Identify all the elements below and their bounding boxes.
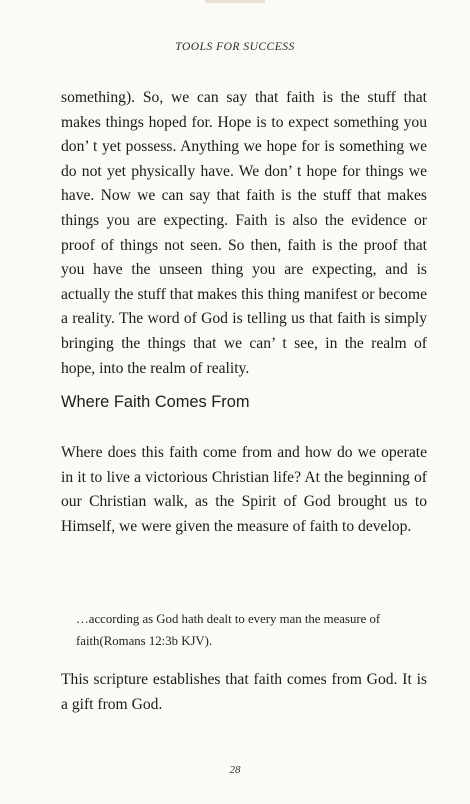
page-number: 28 (229, 764, 241, 776)
body-paragraph-2: Where does this faith come from and how do we operate in it to live a victorious Christian life? At the beginning of our Christian walk, as the Spirit of God brought us to Himself, we were given the measure of faith to develop. (61, 444, 427, 535)
section-heading: Where Faith Comes From (61, 393, 250, 411)
body-paragraph-3: This scripture establishes that faith comes from God. It is a gift from God. (61, 671, 427, 713)
body-paragraph-1: something). So, we can say that faith is the stuff that makes things hoped for. Hope is to expect something you don’ t yet possess. Anything we hope for is something we do not yet physically have. We don’ t hope for things we have. Now we can say that faith is the stuff that makes things you are expecting. Faith is also the evidence or proof of things not seen. So then, faith is the proof that you have the unseen thing you are expecting, and is actually the stuff that makes this thing manifest or become a reality. The word of God is telling us that faith is simply bringing the things that we can’ t see, in the realm of hope, into the realm of reality. (61, 89, 427, 377)
running-head: TOOLS FOR SUCCESS (175, 41, 295, 53)
scripture-quote: …according as God hath dealt to every man the measure of faith(Romans 12:3b KJV). (76, 612, 381, 648)
page-top-edge (205, 0, 265, 3)
